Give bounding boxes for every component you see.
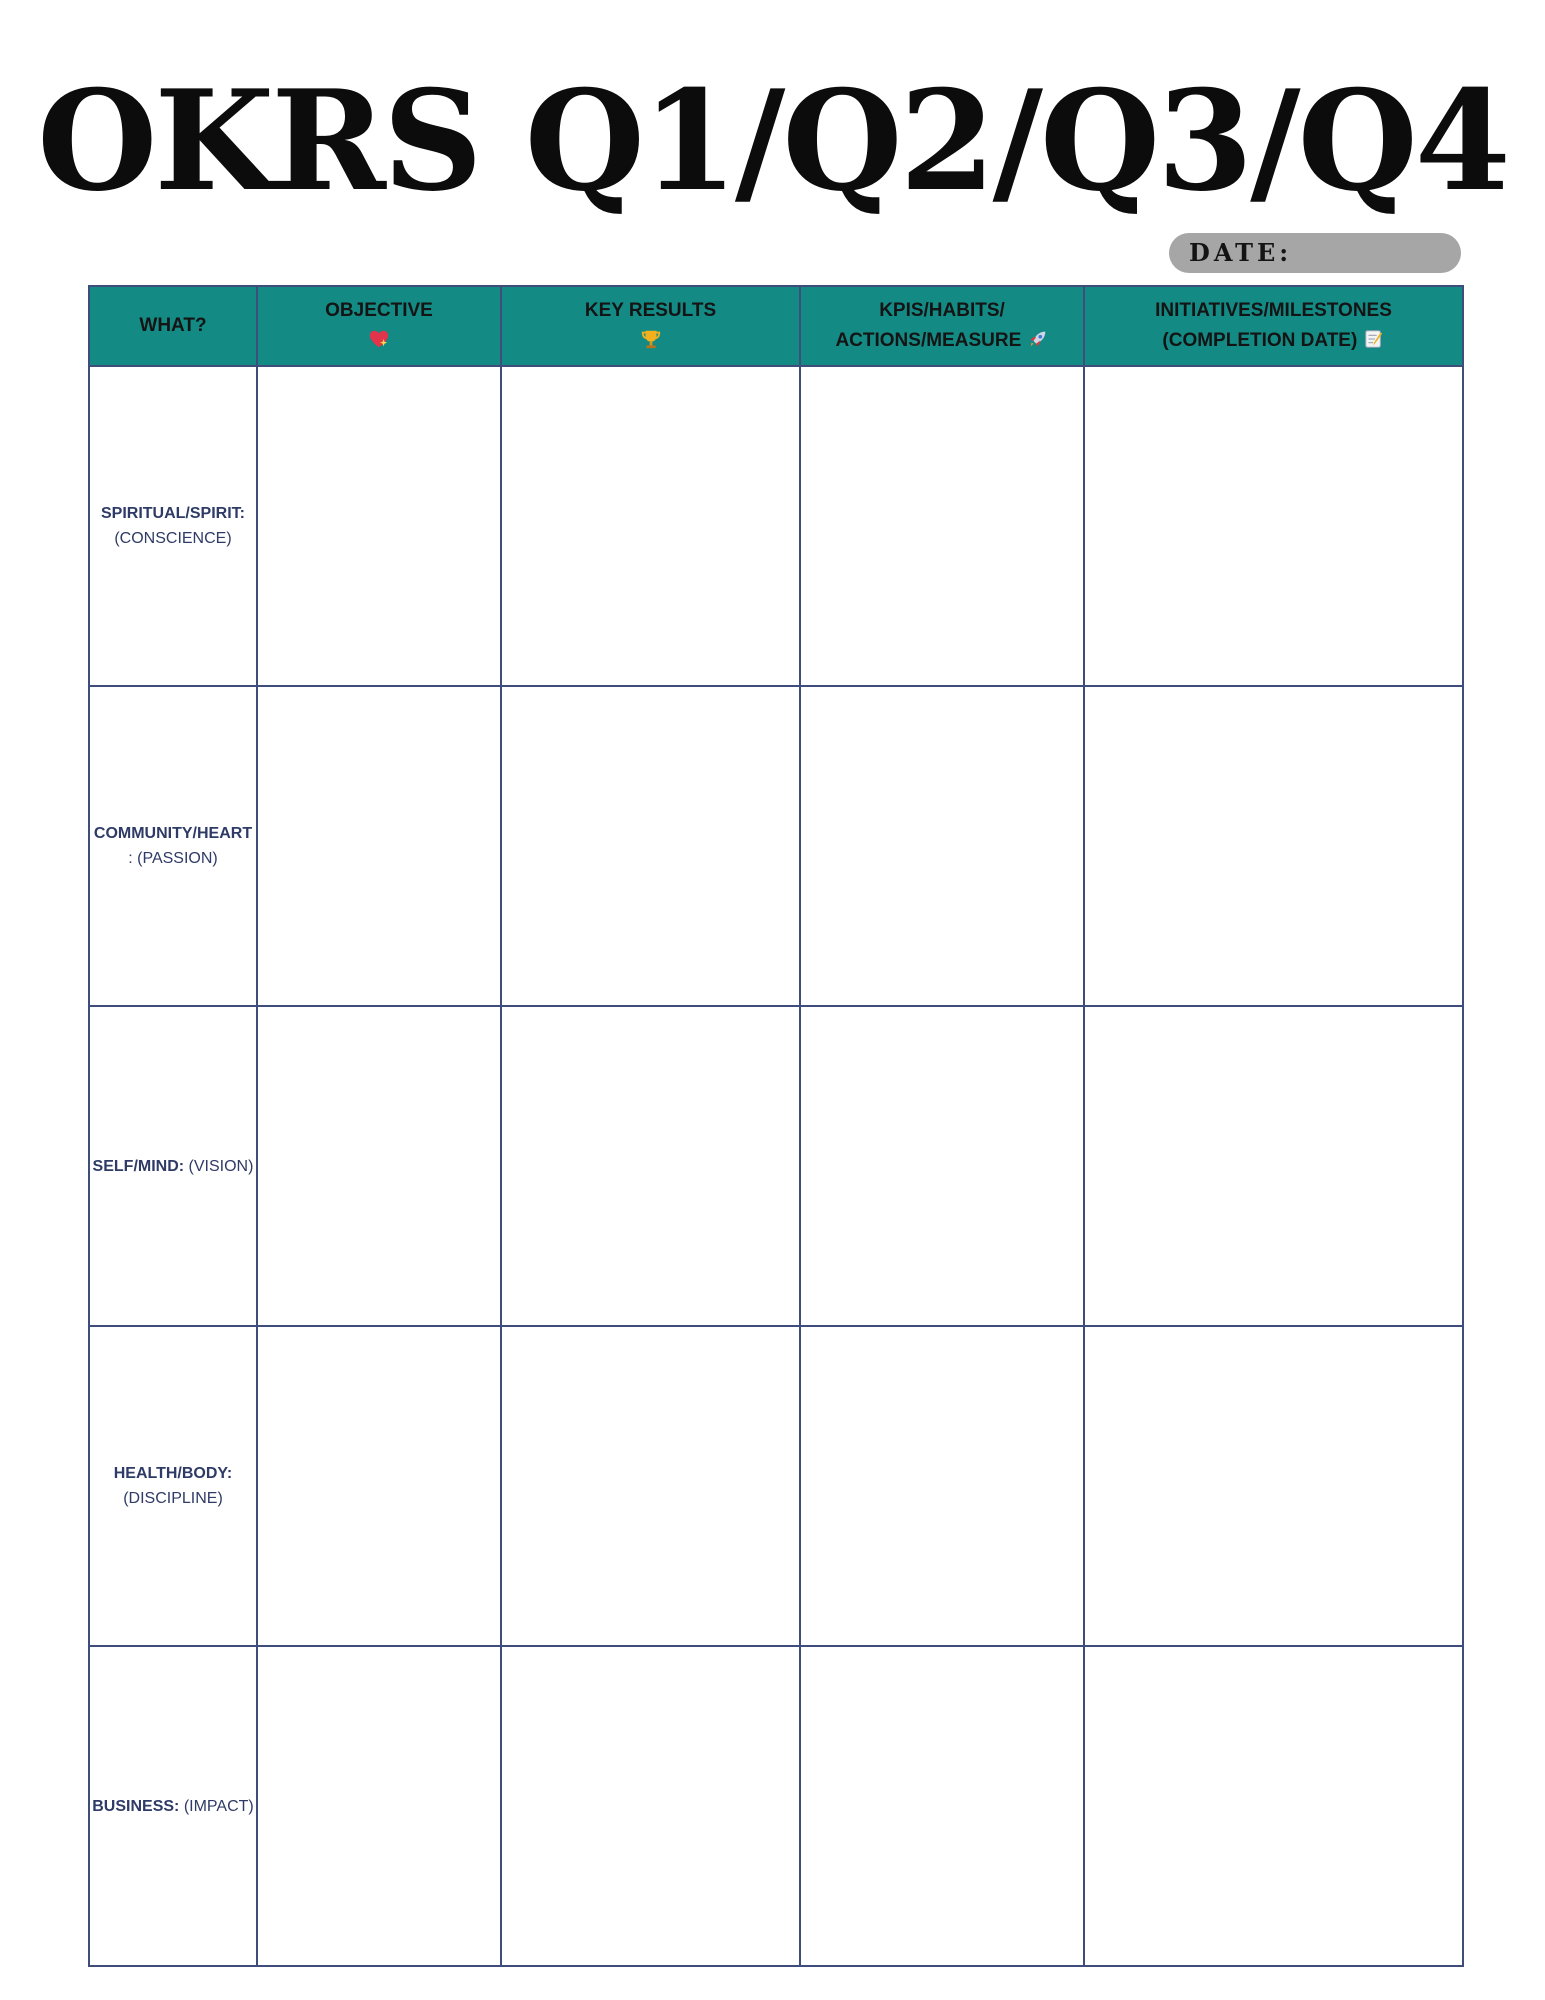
kpis-cell[interactable] xyxy=(800,1326,1084,1646)
initiatives-cell[interactable] xyxy=(1084,1646,1463,1966)
key-results-cell[interactable] xyxy=(501,1006,800,1326)
okr-row-spiritual xyxy=(89,366,1463,686)
header-kpis xyxy=(800,286,1084,366)
header-key-results-label: KEY RESULTS xyxy=(584,300,717,321)
category-name: COMMUNITY/HEART xyxy=(93,825,253,842)
date-field[interactable] xyxy=(1169,233,1461,273)
category-sub: (CONSCIENCE) xyxy=(114,530,232,547)
header-objective xyxy=(257,286,501,366)
header-initiatives xyxy=(1084,286,1463,366)
okr-row-health xyxy=(89,1326,1463,1646)
category-sub: (VISION) xyxy=(188,1157,254,1175)
key-results-cell[interactable] xyxy=(501,686,800,1006)
kpis-cell[interactable] xyxy=(800,366,1084,686)
trophy-icon xyxy=(640,328,662,350)
header-row xyxy=(89,286,1463,366)
rocket-icon xyxy=(1027,328,1049,350)
kpis-cell[interactable] xyxy=(800,1006,1084,1326)
page-title: OKRS Q1/Q2/Q3/Q4 xyxy=(37,59,1508,222)
category-name: SELF/MIND: xyxy=(92,1157,185,1175)
header-kpis-line1: KPIS/HABITS/ xyxy=(879,300,1005,321)
category-sub: (IMPACT) xyxy=(183,1797,254,1815)
header-initiatives-line2: (COMPLETION DATE) xyxy=(1162,330,1358,351)
sparkling-heart-icon xyxy=(368,328,390,350)
kpis-cell[interactable] xyxy=(800,686,1084,1006)
category-name: HEALTH/BODY: xyxy=(113,1465,233,1482)
category-sub: : (PASSION) xyxy=(128,850,218,867)
header-what xyxy=(89,286,257,366)
category-cell xyxy=(89,366,257,686)
date-label: DATE: xyxy=(1189,238,1293,267)
header-initiatives-line1: INITIATIVES/MILESTONES xyxy=(1155,300,1392,321)
initiatives-cell[interactable] xyxy=(1084,1006,1463,1326)
objective-cell[interactable] xyxy=(257,686,501,1006)
kpis-cell[interactable] xyxy=(800,1646,1084,1966)
key-results-cell[interactable] xyxy=(501,1326,800,1646)
okr-table xyxy=(88,285,1464,1967)
objective-cell[interactable] xyxy=(257,366,501,686)
memo-icon xyxy=(1363,328,1385,350)
category-cell xyxy=(89,686,257,1006)
category-cell xyxy=(89,1646,257,1966)
okr-row-business xyxy=(89,1646,1463,1966)
initiatives-cell[interactable] xyxy=(1084,1326,1463,1646)
header-kpis-line2: ACTIONS/MEASURE xyxy=(835,330,1022,351)
key-results-cell[interactable] xyxy=(501,366,800,686)
category-name: SPIRITUAL/SPIRIT: xyxy=(100,505,245,522)
category-cell xyxy=(89,1006,257,1326)
category-sub: (DISCIPLINE) xyxy=(123,1490,223,1507)
objective-cell[interactable] xyxy=(257,1646,501,1966)
objective-cell[interactable] xyxy=(257,1006,501,1326)
category-name: BUSINESS: xyxy=(92,1797,180,1815)
initiatives-cell[interactable] xyxy=(1084,366,1463,686)
header-key-results xyxy=(501,286,800,366)
key-results-cell[interactable] xyxy=(501,1646,800,1966)
initiatives-cell[interactable] xyxy=(1084,686,1463,1006)
category-cell xyxy=(89,1326,257,1646)
objective-cell[interactable] xyxy=(257,1326,501,1646)
header-what-label: WHAT? xyxy=(139,315,207,336)
okr-row-community xyxy=(89,686,1463,1006)
header-objective-label: OBJECTIVE xyxy=(325,300,433,321)
okr-row-self xyxy=(89,1006,1463,1326)
